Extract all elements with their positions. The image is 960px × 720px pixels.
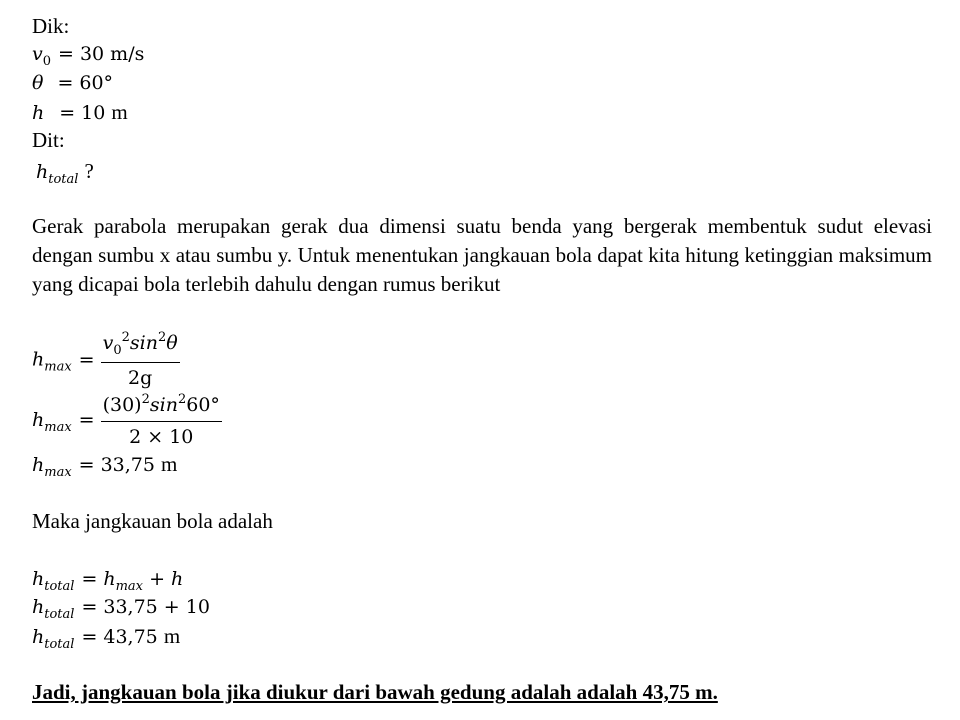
asked-line — [36, 157, 94, 194]
v0-symbol: v — [32, 43, 43, 65]
hmax-formula — [32, 330, 180, 391]
theta-symbol: θ — [166, 332, 178, 354]
hmax-symbol: h — [32, 408, 45, 431]
conclusion-statement: Jadi, jangkauan bola jika diukur dari bawah gedung adalah adalah 43,75 m. — [32, 680, 718, 704]
angle-value: 60° — [186, 394, 220, 416]
hmax-substitution-fraction — [101, 392, 222, 450]
fraction-numerator — [101, 330, 180, 363]
equals-sign: = — [58, 43, 74, 65]
question-mark: ? — [84, 159, 94, 183]
htotal-symbol: h — [36, 161, 49, 183]
hmax-symbol: h — [32, 454, 45, 476]
equals-sign: = — [81, 596, 98, 618]
equals-sign: = — [78, 348, 95, 371]
fraction-denominator: 2 × 10 — [129, 425, 194, 448]
htotal-subscript: total — [44, 607, 75, 622]
base-value: (30) — [102, 394, 142, 416]
v-subscript: 0 — [113, 343, 122, 358]
hmax-subscript: max — [44, 465, 72, 480]
h-value: 10 — [81, 102, 106, 124]
hmax-subscript: max — [44, 359, 72, 375]
sin-function: sin — [129, 332, 158, 354]
sin-exponent: 2 — [157, 330, 167, 345]
hmax-fraction — [101, 330, 180, 391]
htotal-symbol: h — [32, 568, 45, 590]
equals-sign: = — [57, 72, 74, 94]
h-symbol: h — [171, 568, 184, 590]
equals-sign: = — [81, 626, 98, 648]
htotal-result-line — [32, 622, 180, 659]
known-h-line — [32, 98, 128, 127]
hmax-subscript: max — [44, 419, 72, 435]
theta-symbol: θ — [32, 72, 44, 94]
v-symbol: v — [102, 332, 114, 354]
equals-sign: = — [78, 454, 95, 476]
sin-function: sin — [149, 394, 178, 416]
explanation-paragraph: Gerak parabola merupakan gerak dua dimensi suatu benda yang bergerak membentuk sudut elevasi dengan sumbu x atau sumbu y. Untuk menentukan jangkauan bola dapat kita hitung ketinggian maksimum yang dicapai bola terlebih dahulu dengan rumus berikut — [32, 214, 932, 296]
htotal-symbol: h — [32, 626, 45, 648]
hmax-result-unit: m — [161, 452, 178, 476]
fraction-numerator — [101, 392, 222, 422]
equals-sign: = — [81, 568, 98, 590]
equals-sign: = — [78, 408, 95, 431]
htotal-result-unit: m — [163, 624, 181, 648]
htotal-subscript: total — [44, 579, 75, 594]
base-exponent: 2 — [141, 392, 150, 407]
hmax-symbol: h — [32, 348, 45, 371]
v0-value: 30 — [79, 43, 105, 65]
known-theta-line — [32, 69, 113, 97]
htotal-subscript: total — [44, 637, 75, 652]
range-intro: Maka jangkauan bola adalah — [32, 509, 273, 533]
fraction-denominator: 2g — [128, 367, 153, 390]
asked-heading: Dit: — [32, 128, 65, 152]
known-heading: Dik: — [32, 14, 70, 38]
plus-sign: + — [149, 568, 165, 590]
equals-sign: = — [59, 102, 76, 124]
htotal-symbol: h — [32, 596, 45, 618]
hmax-result-line — [32, 450, 177, 487]
sin-exponent: 2 — [177, 392, 187, 407]
v-exponent: 2 — [121, 330, 130, 345]
v0-unit: m/s — [110, 43, 145, 65]
htotal-subscript: total — [48, 172, 79, 187]
hmax-result-value: 33,75 — [100, 454, 155, 476]
v0-subscript: 0 — [42, 54, 52, 69]
htotal-substitution-values: 33,75 + 10 — [103, 596, 210, 618]
h-symbol: h — [32, 102, 45, 124]
hmax-symbol: h — [103, 568, 116, 590]
h-unit: m — [111, 100, 128, 124]
hmax-subscript: max — [115, 579, 144, 594]
hmax-substitution — [32, 392, 222, 450]
theta-value: 60° — [79, 72, 114, 94]
htotal-result-value: 43,75 — [103, 626, 158, 648]
